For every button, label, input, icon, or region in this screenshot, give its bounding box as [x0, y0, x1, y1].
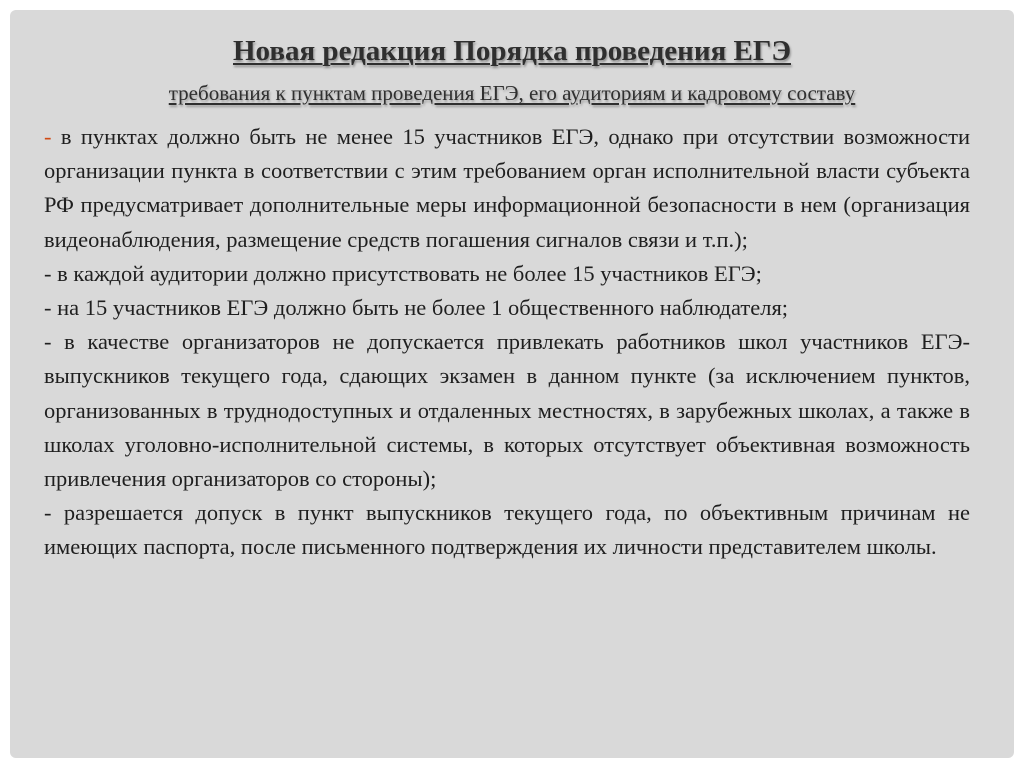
list-item	[44, 291, 970, 325]
bullet-dash: -	[44, 295, 52, 321]
slide	[10, 10, 1014, 758]
bullet-dash: -	[44, 124, 52, 149]
slide-subtitle: требования к пунктам проведения ЕГЭ, его аудиториям и кадровому составу	[168, 81, 856, 105]
bullet-dash: -	[44, 329, 52, 355]
slide-title: Новая редакция Порядка проведения ЕГЭ	[233, 35, 791, 67]
list-item-text: в качестве организаторов не допускается привлекать работников школ участников ЕГЭ-выпускников текущего года, сдающих экзамен в данном пункте (за исключением пунктов, организованных в труднодоступных и отдаленных местностях, в зарубежных школах, а также в школах уголовно-исполнительной системы, в которых отсутствует объективная возможность привлечения организаторов со стороны);	[44, 329, 970, 492]
list-item-text: разрешается допуск в пункт выпускников текущего года, по объективным причинам не имеющих паспорта, после письменного подтверждения их личности представителем школы.	[44, 500, 970, 560]
list-item-text: в каждой аудитории должно присутствовать не более 15 участников ЕГЭ;	[51, 260, 762, 286]
list-item-text: в пунктах должно быть не менее 15 участников ЕГЭ, однако при отсутствии возможности организации пункта в соответствии с этим требованием орган исполнительной власти субъекта РФ предусматривает дополнительные меры информационной безопасности в нем (организация видеонаблюдения, размещение средств погашения сигналов связи и т.п.);	[44, 124, 970, 252]
list-item	[44, 120, 970, 257]
list-item-text: на 15 участников ЕГЭ должно быть не более 1 общественного наблюдателя;	[51, 295, 789, 321]
slide-body	[44, 120, 970, 565]
list-item	[44, 496, 970, 564]
bullet-dash: -	[44, 260, 52, 286]
list-item	[44, 325, 970, 496]
bullet-dash: -	[44, 500, 52, 526]
list-item	[44, 257, 970, 291]
